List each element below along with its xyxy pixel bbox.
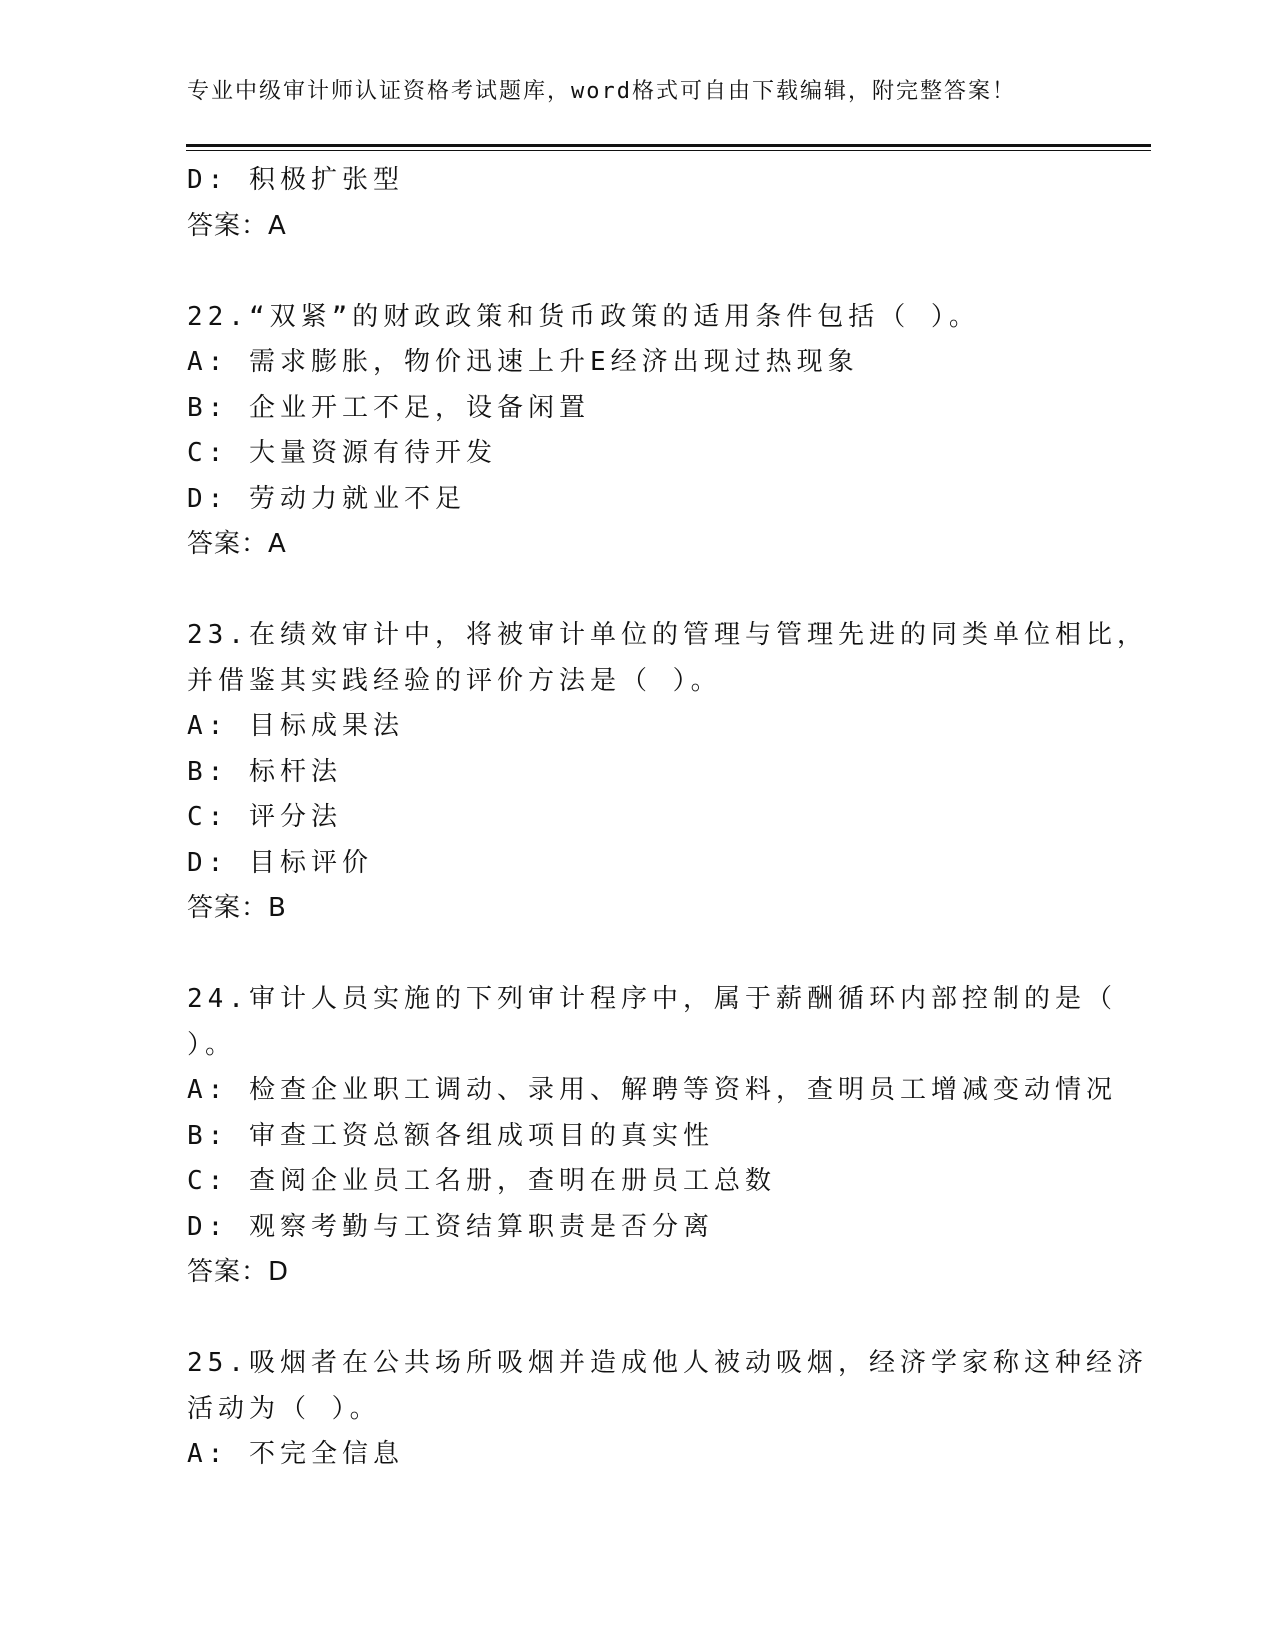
question-21-tail [187,158,1107,249]
spacer [187,249,1107,295]
answer: 答案：A [187,529,287,559]
question-stem-cont: 并借鉴其实践经验的评价方法是（ ）。 [187,665,722,696]
question-22 [187,295,1107,568]
question-stem: 22.“双紧”的财政政策和货币政策的适用条件包括（ ）。 [187,301,980,332]
option-d: D: 观察考勤与工资结算职责是否分离 [187,1211,714,1242]
question-23 [187,613,1148,932]
header-rule-thick [186,144,1151,147]
answer: 答案：B [187,893,287,923]
option-a: A: 目标成果法 [187,711,404,741]
question-stem: 24.审计人员实施的下列审计程序中，属于薪酬循环内部控制的是（ [187,984,1117,1014]
question-stem-cont: 活动为（ ）。 [187,1393,381,1424]
option-a: A: 检查企业职工调动、录用、解聘等资料，查明员工增减变动情况 [187,1075,1117,1105]
question-stem: 25.吸烟者在公共场所吸烟并造成他人被动吸烟，经济学家称这种经济 [187,1348,1148,1378]
option-b: B: 标杆法 [187,756,342,787]
page-header: 专业中级审计师认证资格考试题库，word格式可自由下载编辑，附完整答案！ [187,79,1016,104]
question-stem: 23.在绩效审计中，将被审计单位的管理与管理先进的同类单位相比， [187,620,1148,650]
header-rule-thin [186,150,1151,151]
option-c: C: 评分法 [187,802,342,832]
option-a: A: 不完全信息 [187,1439,404,1469]
option-d: D: 目标评价 [187,847,373,878]
option-b: B: 企业开工不足，设备闲置 [187,392,590,423]
answer: 答案：A [187,210,287,241]
option-b: B: 审查工资总额各组成项目的真实性 [187,1120,714,1151]
option-c: C: 大量资源有待开发 [187,438,497,468]
question-25 [187,1341,1148,1478]
answer: 答案：D [187,1257,290,1287]
spacer [187,1296,1107,1342]
option-c: C: 查阅企业员工名册，查明在册员工总数 [187,1166,776,1196]
question-stem-cont: ）。 [187,1029,237,1060]
content [187,158,1148,1478]
option-a: A: 需求膨胀，物价迅速上升E经济出现过热现象 [187,347,859,377]
question-24 [187,977,1117,1296]
spacer [187,568,1107,614]
spacer [187,932,1107,978]
option-d: D: 劳动力就业不足 [187,483,466,514]
option-d: D: 积极扩张型 [187,165,404,195]
